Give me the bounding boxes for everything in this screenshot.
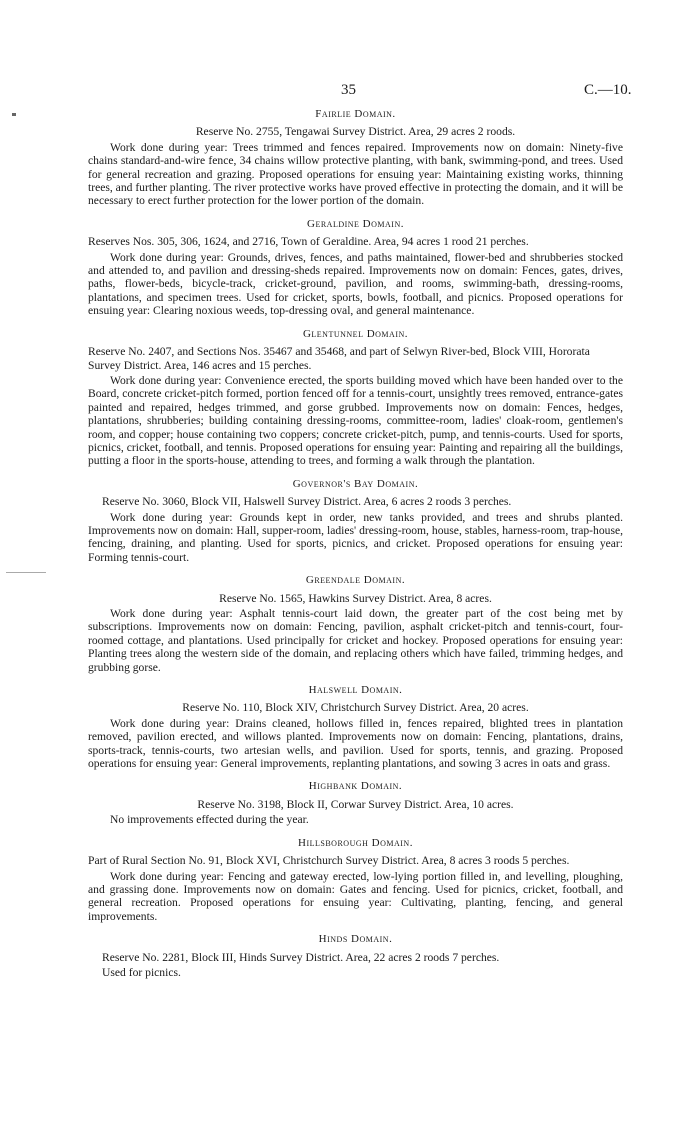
section-geraldine-domain: [88, 218, 623, 318]
reserve-line: Reserve No. 2281, Block III, Hinds Survey District. Area, 22 acres 2 roods 7 perches.: [102, 950, 500, 964]
section-governors-bay-domain: [88, 478, 623, 564]
section-greendale-domain: [88, 574, 623, 674]
page-number: 35: [341, 82, 356, 98]
section-glentunnel-domain: [88, 328, 623, 468]
scan-mark: [6, 572, 46, 573]
section-title: Geraldine Domain.: [307, 217, 404, 230]
section-body: No improvements effected during the year.: [110, 813, 309, 827]
scan-mark: [12, 113, 16, 116]
reserve-line: Reserve No. 3060, Block VII, Halswell Survey District. Area, 6 acres 2 roods 3 perches.: [102, 495, 512, 509]
section-title: Hinds Domain.: [318, 933, 393, 946]
section-highbank-domain: [88, 780, 623, 826]
reserve-line: Reserve No. 110, Block XIV, Christchurch Survey District. Area, 20 acres.: [182, 701, 529, 715]
reserve-line: Reserves Nos. 305, 306, 1624, and 2716, Town of Geraldine. Area, 94 acres 1 rood 21 perches.: [88, 235, 529, 249]
section-body: Work done during year: Convenience erected, the sports building moved which have been handed over to the Board, concrete cricket-pitch formed, portion fenced off for a tennis-court, unsightly trees removed, entrance-gates painted and repaired, hedges trimmed, and gorse grubbed. Improvements now on domain: Fences, hedges, plantations, shrubberies; building containing dressing-rooms, committee-room, ladies' cloak-room, gentlemen's room, and copper; house containing two coppers; concrete cricket-pitch, pump, and tennis-courts. Used for sports, picnics, cricket, football, and tennis. Proposed operations for ensuing year: Painting and repairing all the buildings, putting a floor in the sports-house, attending to trees, and forming a walk through the plantation.: [88, 373, 623, 468]
section-body: Used for picnics.: [102, 965, 181, 979]
section-title: Highbank Domain.: [308, 780, 403, 793]
reserve-line: Reserve No. 3198, Block II, Corwar Survey District. Area, 10 acres.: [197, 797, 514, 811]
section-fairlie-domain: [88, 108, 623, 208]
section-title: Glentunnel Domain.: [302, 327, 409, 340]
section-title: Governor's Bay Domain.: [292, 477, 419, 490]
reserve-line: Reserve No. 2407, and Sections Nos. 35467 and 35468, and part of Selwyn River-bed, Block VIII, Hororata Survey District. Area, 146 acres and 15 perches.: [88, 345, 590, 372]
section-title: Halswell Domain.: [308, 684, 403, 697]
section-body: Work done during year: Grounds kept in order, new tanks provided, and trees and shrubs planted. Improvements now on domain: Hall, supper-room, ladies' dressing-room, house, stables, harness-room, trap-house, fencing, draining, and planting. Used for sports, picnics, and cricket. Proposed operations for ensuing year: Forming tennis-court.: [88, 510, 623, 564]
reserve-line: Part of Rural Section No. 91, Block XVI, Christchurch Survey District. Area, 8 acres 3 roods 5 perches.: [88, 854, 570, 868]
section-title: Greendale Domain.: [305, 574, 406, 587]
section-title: Fairlie Domain.: [315, 108, 396, 120]
section-halswell-domain: [88, 684, 623, 770]
reserve-line: Reserve No. 2755, Tengawai Survey District. Area, 29 acres 2 roods.: [195, 125, 516, 139]
document-reference: C.—10.: [584, 82, 632, 98]
section-body: Work done during year: Fencing and gateway erected, low-lying portion filled in, and levelling, ploughing, and grassing done. Improvements now on domain: Gates and fencing. Used for picnics, cricket, football, and general recreation. Proposed operations for ensuing year: Cultivating, planting, fencing, and general improvements.: [88, 869, 623, 923]
section-hinds-domain: [88, 933, 623, 979]
section-hillsborough-domain: [88, 837, 623, 923]
section-body: Work done during year: Trees trimmed and fences repaired. Improvements now on domain: Ninety-five chains standard-and-wire fence, 34 chains willow protective planting, with bank, swimming-pond, and trees. Used for general recreation and grazing. Proposed operations for ensuing year: Maintaining existing works, thinning trees, and further planting. The river protective works have proved effective in protecting the domain, and it will be necessary to erect further protection for the lower portion of the domain.: [88, 140, 623, 208]
section-body: Work done during year: Asphalt tennis-court laid down, the greater part of the cost being met by subscriptions. Improvements now on domain: Fencing, pavilion, asphalt cricket-pitch and tennis-court, four-roomed cottage, and plantations. Used principally for cricket and hockey. Proposed operations for ensuing year: Planting trees along the western side of the domain, and replacing others which have failed, trimming hedges, and grubbing gorse.: [88, 607, 623, 674]
document-body: [88, 108, 623, 989]
reserve-line: Reserve No. 1565, Hawkins Survey District. Area, 8 acres.: [219, 591, 492, 605]
section-body: Work done during year: Grounds, drives, fences, and paths maintained, flower-bed and shrubberies stocked and attended to, and pavilion and dressing-sheds repaired. Improvements now on domain: Fences, gates, drives, paths, flower-beds, bicycle-track, cricket-ground, pavilion, and rooms, swimming-bath, dressing-rooms, plantations, and specimen trees. Used for cricket, sports, bowls, football, and picnics. Proposed operations for ensuing year: Clearing noxious weeds, top-dressing oval, and general maintenance.: [88, 250, 623, 318]
section-title: Hillsborough Domain.: [298, 836, 413, 849]
section-body: Work done during year: Drains cleaned, hollows filled in, fences repaired, blighted trees in plantation removed, pavilion erected, and willows planted. Improvements now on domain: Fencing, plantations, drains, sports-track, tennis-courts, two artesian wells, and pavilion. Used for sports, tennis, and grazing. Proposed operations for ensuing year: General improvements, replanting plantations, and sowing 3 acres in oats and grass.: [88, 716, 623, 771]
